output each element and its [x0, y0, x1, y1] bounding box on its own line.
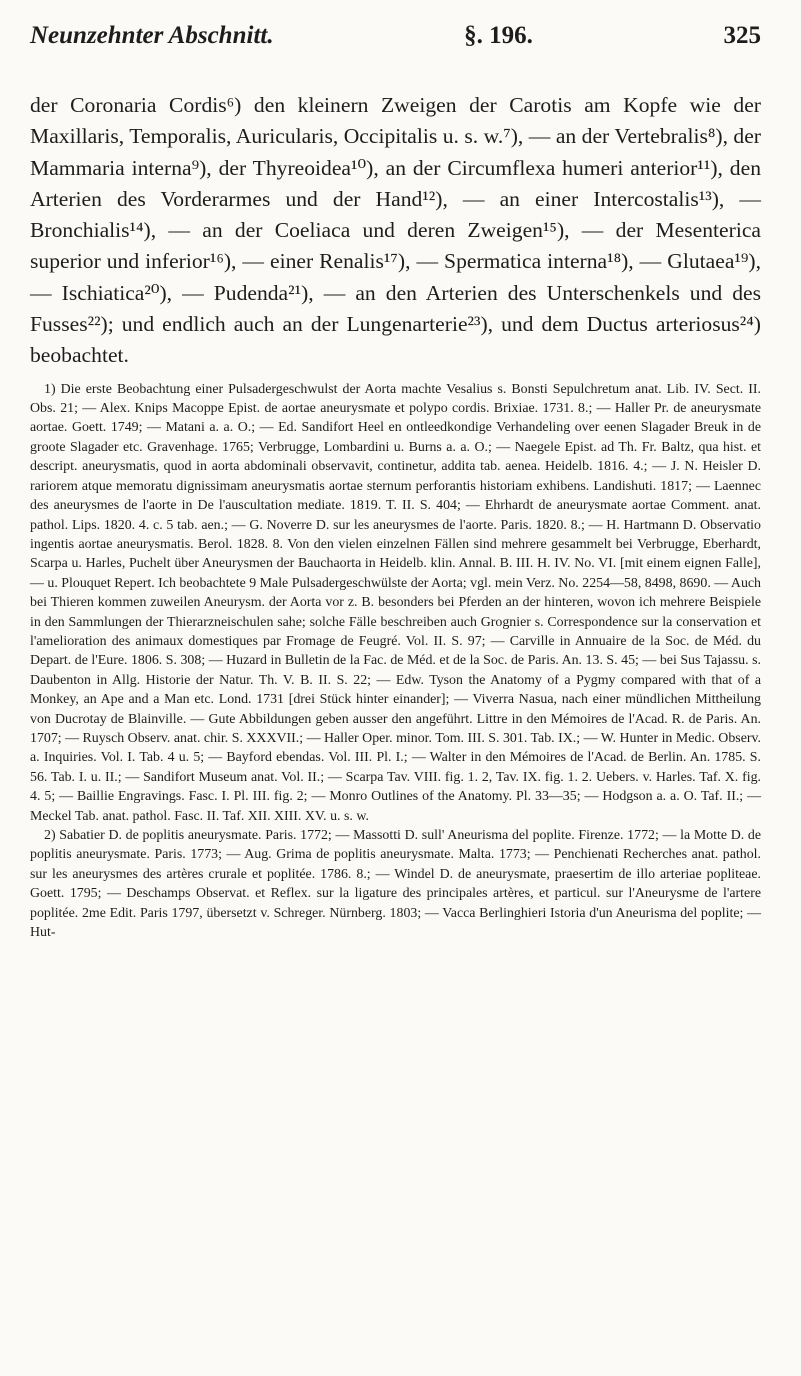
page-number: 325: [723, 22, 761, 49]
section-number: §. 196.: [464, 22, 533, 49]
running-title: Neunzehnter Abschnitt.: [30, 22, 274, 49]
footnote-2: 2) Sabatier D. de poplitis aneurysmate. Paris. 1772; — Massotti D. sull' Aneurisma del poplite. Firenze. 1772; — la Motte D. de poplitis aneurysmate. Paris. 1773; — Aug. Grima de poplitis aneurysmate. Malta. 1773; — Penchienati Recherches anat. pathol. sur les aneurysmes des artères crurale et poplitée. 1786. 8.; — Windel D. de aneurysmate, praesertim de illo arteriae popliteae. Goett. 1795; — Deschamps Observat. et Reflex. sur la ligature des principales artères, et particul. sur l'Aneurysme de l'artere poplitée. 2me Edit. Paris 1797, übersetzt v. Schreger. Nürnberg. 1803; — Vacca Berlinghieri Istoria d'un Aneurisma del poplite; — Hut-: [30, 828, 761, 941]
footnotes: [30, 380, 761, 943]
page-header: [30, 22, 761, 66]
main-text: der Coronaria Cordis⁶) den kleinern Zweigen der Carotis am Kopfe wie der Maxillaris, Temporalis, Auricularis, Occipitalis u. s. w.⁷), — an der Vertebralis⁸), der Mammaria interna⁹), der Thyreoidea¹⁰), an der Circumflexa humeri anterior¹¹), den Arterien des Vorderarmes und der Hand¹²), — an einer Intercostalis¹³), — Bronchialis¹⁴), — an der Coeliaca und deren Zweigen¹⁵), — der Mesenterica superior und inferior¹⁶), — einer Renalis¹⁷), — Spermatica interna¹⁸), — Glutaea¹⁹), — Ischiatica²⁰), — Pudenda²¹), — an den Arterien des Unterschenkels und des Fusses²²); und endlich auch an der Lungenarterie²³), und dem Ductus arteriosus²⁴) beobachtet.: [30, 93, 761, 368]
main-paragraph: [30, 90, 761, 372]
footnote-1: 1) Die erste Beobachtung einer Pulsadergeschwulst der Aorta machte Vesalius s. Bonsti Sepulchretum anat. Lib. IV. Sect. II. Obs. 21; — Alex. Knips Macoppe Epist. de aortae aneurysmate et polypo cordis. Brixiae. 1731. 8.; — Haller Pr. de aneurysmate aortae. Goett. 1749; — Matani a. a. O.; — Ed. Sandifort Heel en ontleedkondige Verhandeling over eenen Slagader Breuk in de groote Slagader etc. Gravenhage. 1765; Verbrugge, Lombardini u. Burns a. a. O.; — Naegele Epist. ad Th. Fr. Baltz, qua hist. et descript. aneurysmatis, quod in aorta abdominali observavit, continetur, addita tab. aenea. Heidelb. 1816. 4.; — J. N. Heisler D. rariorem atque memoratu dignissimam aneurysmatis aortae sternum perforantis historiam exhibens. Landishuti. 1817; — Laennec des aneurysmes de l'aorte in De l'auscultation mediate. 1819. T. II. S. 404; — Ehrhardt de aneurysmate aortae Comment. anat. pathol. Lips. 1820. 4. c. 5 tab. aen.; — G. Noverre D. sur les aneurysmes de l'aorte. Paris. 1820. 8.; — H. Hartmann D. Observatio ingentis aortae aneurysmatis. Berol. 1828. 8. Von den vielen einzelnen Fällen sind mehrere gesammelt bei Verbrugge, Eberhardt, Scarpa u. Harles, Puchelt über Aneurysmen der Bauchaorta in Heidelb. klin. Annal. B. III. H. IV. No. VI. [mit einem eignen Falle], — u. Plouquet Repert. Ich beobachtete 9 Male Pulsadergeschwülste der Aorta; vgl. mein Verz. No. 2254—58, 8498, 8690. — Auch bei Thieren kommen zuweilen Aneurysm. der Aorta vor z. B. besonders bei Pferden an der hinteren, wovon ich mehrere Beispiele in den Sammlungen der Thierarzneischulen sahe; solche Fälle beschreiben auch Grognier s. Correspondence sur la conservation et l'amelioration des animaux domestiques par Fromage de Feugré. Vol. II. S. 97; — Carville in Annuaire de la Soc. de Méd. du Depart. de l'Eure. 1806. S. 308; — Huzard in Bulletin de la Fac. de Méd. et de la Soc. de Paris. An. 13. S. 45; — bei Sus Tajassu. s. Daubenton in Allg. Historie der Natur. Th. V. B. II. S. 22; — Edw. Tyson the Anatomy of a Pygmy compared with that of a Monkey, an Ape and a Man etc. Lond. 1731 [drei Stück hinter einander]; — Viverra Nasua, nach einer mündlichen Mittheilung von Ducrotay de Blainville. — Gute Abbildungen geben ausser den angeführt. Littre in den Mémoires de l'Acad. R. de Paris. An. 1707; — Ruysch Observ. anat. chir. S. XXXVII.; — Haller Oper. minor. Tom. III. S. 301. Tab. IX.; — W. Hunter in Medic. Observ. a. Inquiries. Vol. I. Tab. 4 u. 5; — Bayford ebendas. Vol. III. Pl. I.; — Walter in den Mémoires de l'Acad. de Berlin. An. 1785. S. 56. Tab. I. u. II.; — Sandifort Museum anat. Vol. II.; — Scarpa Tav. VIII. fig. 1. 2, Tav. IX. fig. 1. 2. Uebers. v. Harles. Taf. X. fig. 4. 5; — Baillie Engravings. Fasc. I. Pl. III. fig. 2; — Monro Outlines of the Anatomy. Pl. 33—35; — Hodgson a. a. O. Taf. II.; — Meckel Tab. anat. pathol. Fasc. II. Taf. XII. XIII. XV. u. s. w.: [30, 381, 761, 824]
